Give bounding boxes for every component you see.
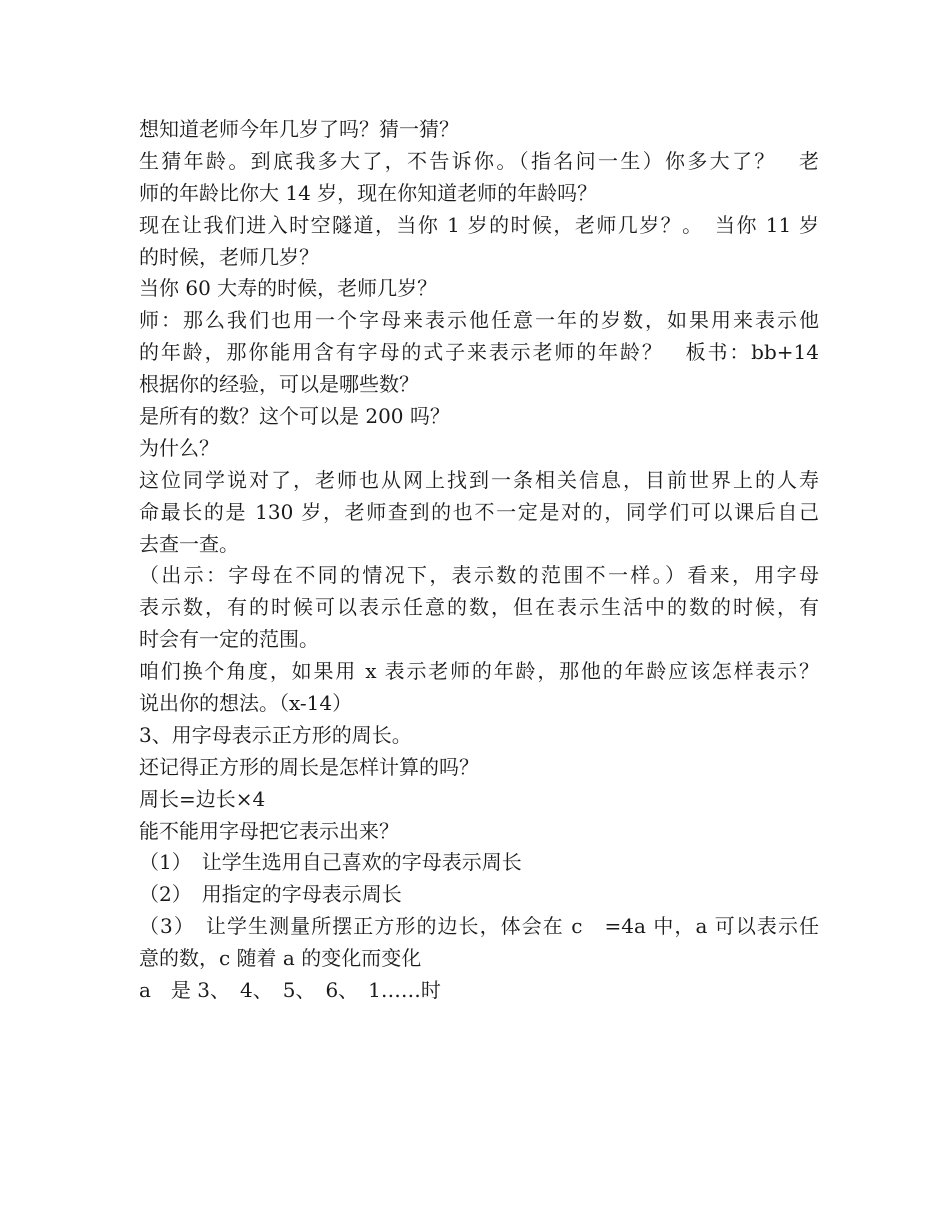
text-line: 师：那么我们也用一个字母来表示他任意一年的岁数，如果用来表示他	[139, 308, 819, 333]
text-line: （出示：字母在不同的情况下，表示数的范围不一样。）看来，用字母	[139, 563, 819, 588]
text-line: 咱们换个角度，如果用 x 表示老师的年龄，那他的年龄应该怎样表示？	[139, 659, 819, 684]
text-line: 周长=边长×4	[139, 786, 266, 811]
text-line: 师的年龄比你大 14 岁，现在你知道老师的年龄吗？	[139, 180, 598, 205]
text-line: 是所有的数？这个可以是 200 吗？	[139, 404, 450, 429]
text-line: a 是 3、 4、 5、 6、 1……时	[139, 978, 441, 1003]
text-line: 命最长的是 130 岁，老师查到的也不一定是对的，同学们可以课后自己	[139, 499, 819, 524]
text-line: 生猜年龄。到底我多大了，不告诉你。（指名问一生）你多大了？ 老	[139, 148, 819, 173]
text-line: 意的数，c 随着 a 的变化而变化	[139, 946, 422, 971]
text-line: （1） 让学生选用自己喜欢的字母表示周长	[139, 850, 522, 875]
text-line: 的时候，老师几岁？	[139, 244, 319, 269]
text-line: 想知道老师今年几岁了吗？猜一猜？	[139, 117, 459, 141]
text-line: 能不能用字母把它表示出来？	[139, 818, 399, 843]
text-line: 这位同学说对了，老师也从网上找到一条相关信息，目前世界上的人寿	[139, 467, 819, 492]
text-line: 当你 60 大寿的时候，老师几岁？	[139, 276, 438, 301]
text-line: （3） 让学生测量所摆正方形的边长，体会在 c =4a 中，a 可以表示任	[139, 914, 819, 939]
text-line: 时会有一定的范围。	[139, 627, 319, 652]
document-body	[139, 114, 819, 1007]
text-line: 根据你的经验，可以是哪些数？	[139, 372, 419, 397]
text-line: 说出你的想法。（x-14）	[139, 691, 353, 716]
text-line: （2） 用指定的字母表示周长	[139, 882, 402, 907]
text-line: 为什么？	[139, 435, 219, 460]
text-line: 还记得正方形的周长是怎样计算的吗？	[139, 754, 479, 779]
text-line: 去查一查。	[139, 531, 239, 556]
text-line: 现在让我们进入时空隧道，当你 1 岁的时候，老师几岁？。 当你 11 岁	[139, 212, 819, 237]
text-line: 的年龄，那你能用含有字母的式子来表示老师的年龄？ 板书：bb+14	[139, 340, 819, 365]
text-line: 表示数，有的时候可以表示任意的数，但在表示生活中的数的时候，有	[139, 595, 819, 620]
text-line: 3、用字母表示正方形的周长。	[139, 722, 412, 747]
